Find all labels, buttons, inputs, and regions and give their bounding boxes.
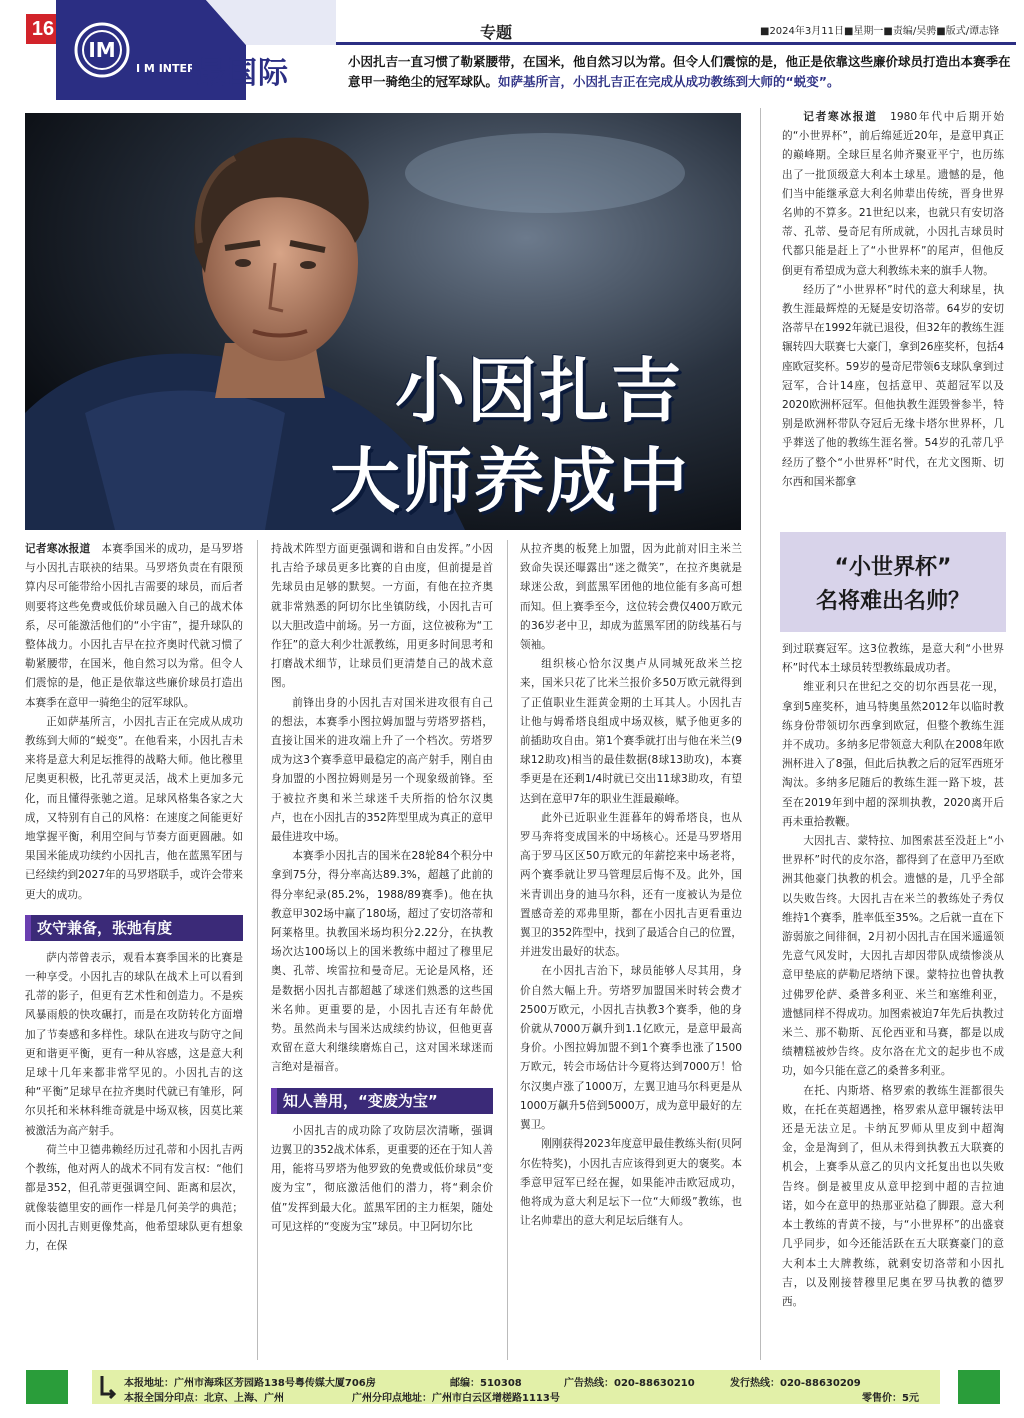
paragraph: 萨内蒂曾表示，观看本赛季国米的比赛是一种享受。小因扎吉的球队在战术上可以看到孔蒂的影子，但更有艺术性和创造力。不是疾风暴雨般的快攻碾打，而是在攻防转化方面增加了节奏感和多样性。球队在进攻与防守之间更和谐更平衡，更有一种从容感，这是意大利足球十几年来都非常罕见的。小因扎吉的这种“平衡”足球早在拉齐奥时代就已有雏形，阿尔贝托和米林科维奇就是中场双核，因莫比莱被激活为高产射手。 [25,951,243,1137]
paragraph: 从拉齐奥的板凳上加盟，因为此前对旧主米兰致命失误还曝露出“迷之微笑”，在拉齐奥就是球迷公敌，到蓝黑军团他的地位能有多高可想而知。但上赛季至今，这位转会费仅400万欧元的36岁老中卫，却成为蓝黑军团的防线基石与领袖。 [520,543,742,652]
article-column-4-top [782,108,1004,492]
paragraph: 在托、内斯塔、格罗索的教练生涯都很失败，在托在英超遇挫，格罗索从意甲辗转法甲还是无法立足。卡纳瓦罗师从里皮到中超淘金，金是淘到了，但从未得到执教五大联赛的机会，上赛季从意乙的贝内文托复出也以失败告终。倒是被里皮从意甲挖到中超的吉拉迪诺，如今在意甲的热那亚站稳了脚跟。意大利本土教练的青黄不接，与“小世界杯”的出盛衰几乎同步，如今还能活跃在五大联赛豪门的意大利本土大牌教练，就剩安切洛蒂和小因扎吉，以及刚接替穆里尼奥在罗马执教的德罗西。 [782,1084,1004,1308]
article-column-2 [271,540,493,1237]
paragraph: 此外已近职业生涯暮年的姆希塔良，也从罗马奔将变成国米的中场核心。还是马罗塔用高于罗马区区50万欧元的年薪挖来中场老将，两个赛季就让罗马管理层后悔不及。此外，国米青训出身的迪马尔科，还有一度被认为是位置感奇差的邓弗里斯，都在小因扎吉更看重边翼卫的352阵型中，找到了最适合自己的位置，并进发出最好的状态。 [520,811,742,959]
paragraph: 组织核心恰尔汉奥卢从同城死敌米兰挖来，国米只花了比米兰报价多50万欧元就得到了正值职业生涯黄金期的土耳其人。小因扎吉让他与姆希塔良组成中场双核，赋予他更多的前插助攻自由。第1个赛季就打出与他在米兰(9球12助攻)相当的最佳数据(8球13助攻)，本赛季更是在还剩1/4时就已交出11球3助攻，有望达到在意甲7年的职业生涯最巅峰。 [520,658,742,805]
inter-logo [64,4,192,96]
paragraph: 经历了“小世界杯”时代的意大利球星，执教生涯最辉煌的无疑是安切洛蒂。64岁的安切洛蒂早在1992年就已退役，但32年的教练生涯辗转四大联赛七大豪门，拿到26座奖杯，包括4座欧冠奖杯。59岁的曼奇尼带领6支球队拿到过冠军，合计14座，包括意甲、英超冠军以及2020欧洲杯冠军。但他执教生涯毁誉参半，特别是欧洲杯带队夺冠后无缘卡塔尔世界杯，几乎葬送了他的教练生涯名誉。54岁的孔蒂几乎经历了整个“小世界杯”时代，在尤文图斯、切尔西和国米都拿 [782,283,1004,488]
headline-line1: 小因扎吉 [395,350,683,432]
footer-branches: 本报全国分印点：北京、上海、广州 [124,1393,284,1404]
footer-green-block [26,1370,68,1404]
subhead-offense-defense: 攻守兼备，张弛有度 [25,915,243,941]
logo-text: I M INTER [136,62,192,75]
sidebar-title-line2: 名将难出名帅？ [815,589,970,614]
column-divider [257,540,258,1360]
lead-part1: 小因扎吉一直习惯了勒紧腰带，在国米，他自然习以为常。但令人们震惊的是，他正是依靠这些廉价球员打造出本赛季在意甲一骑绝尘的冠军球队。 [348,54,1011,89]
paragraph: 本赛季小因扎吉的国米在28轮84个积分中拿到75分，得分率高达89.3%，超越了此前的得分率纪录(85.2%，1988/89赛季)。他在执教意甲302场中赢了180场，超过了安切洛蒂和阿莱格里。执教国米场均积分2.22分，在执教场次达100场以上的国米教练中超过了穆里尼奥、孔蒂、埃雷拉和曼奇尼。无论是风格，还是数据小因扎吉都超越了球迷们熟悉的这些国米名帅。更重要的是，小因扎吉还有年龄优势。虽然尚未与国米达成续约协议，但他更喜欢留在意大利继续磨炼自己，这对国米球迷而言绝对是福音。 [271,850,493,1074]
article-column-4-bottom [782,640,1004,1312]
article-column-1 [25,540,243,1256]
top-rule [336,42,1016,45]
paragraph: 刚刚获得2023年度意甲最佳教练头衔(贝阿尔佐特奖)，小因扎吉应该得到更大的褒奖。本季意甲冠军已经在握，如果能冲击欧冠成功，他将成为意大利足坛下一位“大师级”教练，也让名帅辈出的意大利足坛后继有人。 [520,1138,742,1228]
paragraph: 荷兰中卫德弗赖经历过孔蒂和小因扎吉两个教练，他对两人的战术不同有发言权：“他们都是352，但孔蒂更强调空间、距离和层次，就像装德里安的画作一样是几何美学的典范；而小因扎吉则更像梵高，他希望球队更有想象力，在保 [25,1143,243,1252]
byline: 记者寒冰报道 [25,543,91,555]
paragraph: 记者寒冰报道 1980年代中后期开始的“小世界杯”，前后绵延近20年，是意甲真正的巅峰期。全球巨星名帅齐聚亚平宁，也历练出了一批顶级意大利本土球星。遗憾的是，他们当中能继承意大利名帅辈出传统，晋身世界名帅的不算多。21世纪以来，也就只有安切洛蒂、孔蒂、曼奇尼有所成就，小因扎吉球员时代都只能是赶上了“小世界杯”的尾声，但他反倒更有希望成为意大利教练未来的旗手人物。 [782,111,1005,277]
column-name: 最国际 [196,56,289,91]
paragraph: 在小因扎吉治下，球员能够人尽其用，身价自然大幅上升。劳塔罗加盟国米时转会费才2500万欧元，小因扎吉执教3个赛季，他的身价就从7000万飙升到1.1亿欧元，是意甲最高身价。小图拉姆加盟不到1个赛季也涨了1500万欧元，转会市场估计今夏将达到7000万！恰尔汉奥卢涨了1000万，左翼卫迪马尔科更是从1000万飙升5倍到5000万，成为意甲最好的左翼卫。 [520,965,742,1132]
footer-price: 零售价：5元 [862,1393,919,1404]
footer-postcode: 邮编：510308 [450,1378,522,1389]
subhead-talent-use: 知人善用，“变废为宝” [271,1088,493,1114]
footer-ad-hotline: 广告热线：020-88630210 [564,1378,695,1389]
article-column-3 [520,540,742,1231]
lead-paragraph [348,52,1012,92]
headline-line2: 大师养成中 [330,440,690,522]
column-divider [507,540,508,1360]
page-number: 16 [26,14,60,44]
paragraph: 维亚利只在世纪之交的切尔西昙花一现，拿到5座奖杯，迪马特奥虽然2012年以临时教练身份带领切尔西拿到欧冠，但整个教练生涯并不成功。多纳多尼带领意大利队在2008年欧洲杯进入了8强，但此后执教之后的冠军西班牙淘汰。多纳多尼随后的教练生涯一路下坡，甚至在2019年到中超的深圳执教，2020离开后再未重拾教鞭。 [782,681,1004,828]
svg-text:IM: IM [88,38,116,62]
section-label: 专题 [480,23,513,42]
paragraph: 记者寒冰报道 本赛季国米的成功，是马罗塔与小因扎吉联袂的结果。马罗塔负责在有限预算内尽可能带给小因扎吉需要的球员，而后者则要将这些免费或低价球员融入自己的战术体系，尽可能激活他们的“小宇宙”，提升球队的整体战力。小因扎吉早在拉齐奥时代就习惯了勒紧腰带，在国米，他自然习以为常。但令人们震惊的是，他正是依靠这些廉价球员打造出本赛季在意甲一骑绝尘的冠军球队。 [25,543,244,709]
footer-green-block [958,1370,1000,1404]
paragraph: 正如萨基所言，小因扎吉正在完成从成功教练到大师的“蜕变”。在他看来，小因扎吉未来将是意大利足坛推得的战略大师。他比穆里尼奥更积极，比孔蒂更灵活，战术上更加多元化，而且懂得张驰之道。足球风格集各家之大成，又特别有自己的风格：在速度之间能更好地掌握平衡，利用空间与节奏方面更圆融。如果国米能成功续约小因扎吉，他在蓝黑军团与已经续约到2027年的马罗塔联手，或许会带来更大的成功。 [25,715,243,901]
phone-icon [98,1374,118,1400]
date-line: ■2024年3月11日■星期一■责编/吴骋■版式/谭志锋 [760,26,1000,37]
sidebar-title-box [780,532,1006,632]
paragraph: 持战术阵型方面更强调和谐和自由发挥。”小因扎吉给予球员更多比赛的自由度，但前提是首先球员由足够的默契。一方面，有他在拉齐奥就非常熟悉的阿切尔比坐镇防线，小因扎吉可以大胆改造中前场。另一方面，这位被称为“工作狂”的意大利少壮派教练，用更多时间思考和打磨战术细节，让球员们更清楚自己的战术意图。 [271,543,493,690]
sidebar-title-line1: “小世界杯” [834,555,952,580]
paragraph: 小因扎吉的成功除了攻防层次清晰，强调边翼卫的352战术体系，更重要的还在于知人善用，能将马罗塔为他罗致的免费或低价球员“变废为宝”，彻底激活他们的潜力，将“剩余价值”发挥到最大化。蓝黑军团的主力框架，随处可见这样的“变废为宝”球员。中卫阿切尔比 [271,1124,493,1233]
lead-part2: 如萨基所言，小因扎吉正在完成从成功教练到大师的“蜕变”。 [498,74,840,89]
footer-address: 本报地址：广州市海珠区芳园路138号粤传媒大厦706房 [124,1378,376,1389]
paragraph: 大因扎吉、蒙特拉、加图索甚至没赶上“小世界杯”时代的皮尔洛，都得到了在意甲乃至欧洲其他豪门执教的机会。遗憾的是，几乎全部以失败告终。大因扎吉在米兰的教练处子秀仅维持1个赛季，胜率低至35%。之后就一直在下游弱旅之间徘徊，2月初小因扎吉在国米遥遥领先意气风发时，大因扎吉却因带队成绩惨淡从意甲垫底的萨勒尼塔纳下课。蒙特拉也曾执教过佛罗伦萨、桑普多利亚、米兰和塞维利亚，遗憾同样不得成功。加图索被迫7年先后执教过米兰、那不勒斯、瓦伦西亚和马赛，都是以成绩糟糕被炒告终。皮尔洛在尤文的起步也不成功，如今只能在意乙的桑普多利亚。 [782,835,1004,1078]
paragraph: 到过联赛冠军。这3位教练，是意大利“小世界杯”时代本土球员转型教练最成功者。 [782,643,1004,675]
footer-print-address: 广州分印点地址：广州市白云区增槎路1113号 [352,1393,560,1404]
column-divider [760,108,761,1360]
paragraph: 前锋出身的小因扎吉对国米进攻很有自己的想法，本赛季小图拉姆加盟与劳塔罗搭档，直接让国米的进攻端上升了一个档次。劳塔罗成为这3个赛季意甲最稳定的高产射手，刚自由身加盟的小图拉姆则是另一个现象级前锋。至于被拉齐奥和米兰球迷千夫所指的恰尔汉奥卢，也在小因扎吉的352阵型里成为真正的意甲最佳进攻中场。 [271,696,493,844]
footer-dist-hotline: 发行热线：020-88630209 [730,1378,861,1389]
